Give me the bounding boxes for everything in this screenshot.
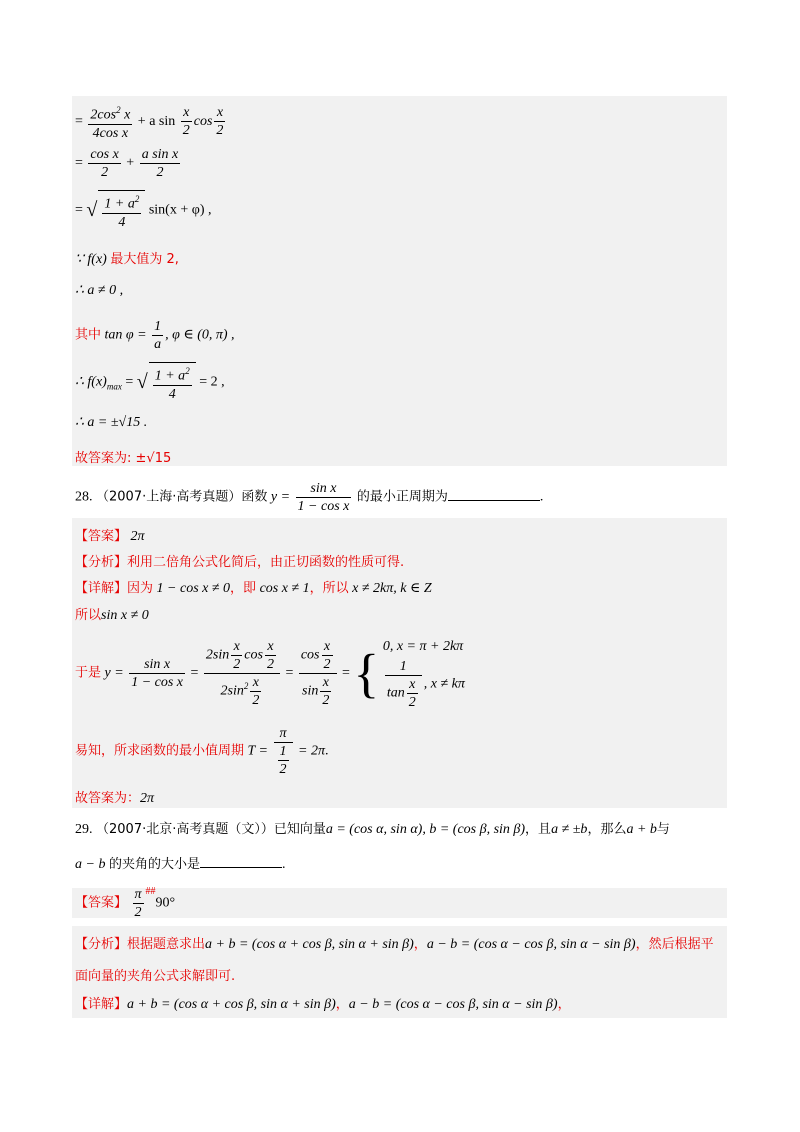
q29-stem-line2: a − b 的夹角的大小是 .	[75, 857, 286, 872]
q28-answer: 【答案】 2π	[75, 529, 145, 544]
q28-period-line: 易知，所求函数的最小值周期 T = $\frac{\pi}{\frac{1}{2}}$ = 2π.	[75, 726, 329, 777]
fmax-line: ∴ $f(x)_{max}$ = √ $\frac{1 + a^2}{4}$ = 2 ,	[75, 362, 225, 403]
q29-analysis-line2: 面向量的夹角公式求解即可.	[75, 969, 236, 984]
formula-line-1: = $\frac{2\cos^2 x}{\text{4cos x}}$ + a sin $\frac{x}{2}$ cos $\frac{x}{2}$	[75, 102, 227, 142]
q29-analysis-line1: 【分析】根据题意求出a + b = (cos α + cos β, sin α + sin β)，a − b = (cos α − cos β, sin α − sin β)，然后根据平	[75, 937, 714, 952]
q28-stem: 28. （2007·上海·高考真题）函数 y = $\frac{\text{sin x}}{\text{1 − cos x}}$ 的最小正周期为 .	[75, 481, 544, 514]
q28-so-line: 所以sin x ≠ 0	[75, 608, 149, 623]
top-final-answer: 故答案为: ±√15	[75, 451, 172, 466]
tan-phi-line: 其中 tan φ = $\frac{1}{a}$ , φ ∈ (0, π) ,	[75, 319, 235, 352]
q29-stem-line1: 29. （2007·北京·高考真题（文））已知向量a = (cos α, sin α), b = (cos β, sin β)，且a ≠ ±b，那么a + b与	[75, 822, 670, 837]
a-value: ∴ a = ±√15 .	[75, 415, 148, 430]
formula-line-3: = √ $\frac{1 + a^2}{4}$ sin(x + φ) ,	[75, 190, 211, 231]
a-nonzero: ∴ a ≠ 0 ,	[75, 283, 124, 298]
q29-answer-blank	[200, 867, 282, 868]
formula-line-2: = $\frac{\text{cos x}}{2}$ + $\frac{\text{a sin x}}{2}$	[75, 147, 179, 180]
q29-detail: 【详解】a + b = (cos α + cos β, sin α + sin β)，a − b = (cos α − cos β, sin α − sin β)，	[75, 997, 571, 1012]
q28-answer-blank	[448, 500, 540, 501]
q28-analysis: 【分析】利用二倍角公式化简后，由正切函数的性质可得.	[75, 555, 405, 570]
q28-detail: 【详解】因为 1 − cos x ≠ 0，即 cos x ≠ 1，所以 x ≠ 2kπ, k ∈ Z	[75, 581, 432, 596]
q29-answer: 【答案】 $\frac{\pi}{2}$ ##90°	[75, 886, 176, 920]
max-condition: ∵ f(x) 最大值为 2,	[75, 252, 179, 267]
q28-derivation: 于是 y = $\frac{\text{sin x}}{\text{1 − cos x}}$ = 2sin $\frac{x}{2}$ cos $\frac{x}{2}$ $2\sin^2$ $\frac{x}{2}$ = cos $\frac{x}{2}$ sin $\frac{x}{2}$ = { 0, x = π + 2kπ 1 tan $\frac{x}{2}$ , x ≠ kπ	[75, 639, 465, 710]
q28-final: 故答案为：2π	[75, 791, 155, 806]
